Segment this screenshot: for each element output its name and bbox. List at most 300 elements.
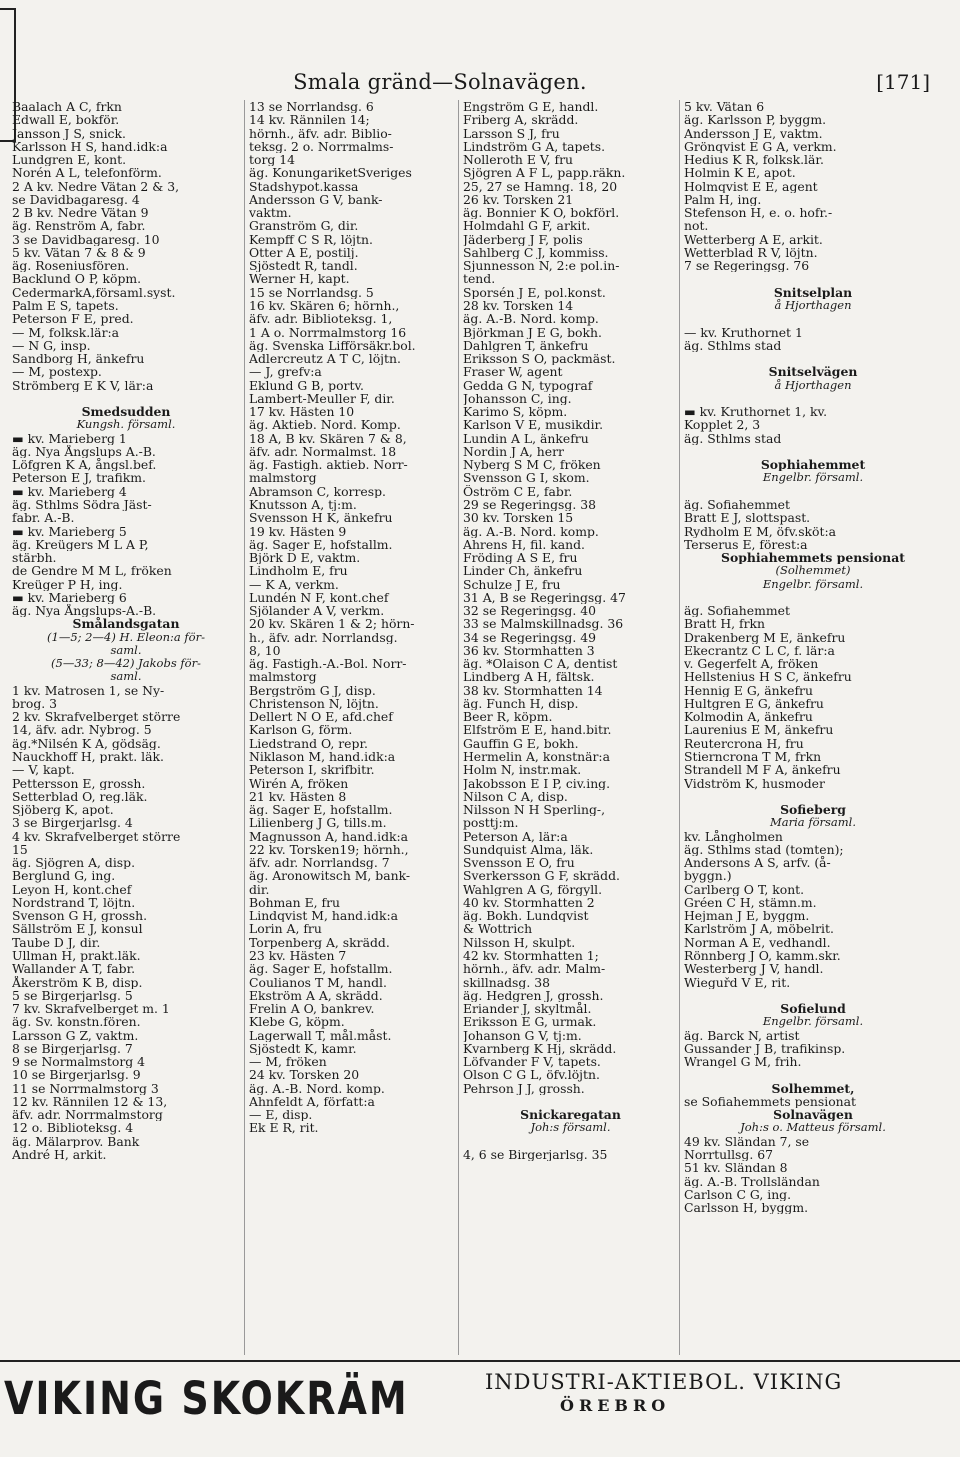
directory-entry: 14, äfv. adr. Nybrog. 5: [12, 723, 152, 737]
section-heading: Smedsudden: [81, 405, 171, 419]
directory-entry: Gréen C H, stämn.m.: [684, 895, 817, 910]
directory-entry: Fraser W, agent: [463, 365, 563, 379]
directory-entry: 36 kv. Stormhatten 3: [463, 643, 595, 658]
directory-entry: Abramson C, korresp.: [249, 484, 386, 498]
directory-entry: 4 kv. Skrafvelberget större: [12, 829, 181, 843]
directory-entry: Frelin A O, bankrev.: [249, 1002, 375, 1016]
section-heading: Snitselvägen: [768, 365, 858, 379]
directory-entry: Lundgren E, kont.: [12, 153, 127, 167]
directory-entry: Engström G E, handl.: [463, 100, 599, 114]
directory-entry: äg. Sager E, hofstallm.: [249, 803, 393, 817]
directory-entry: Johanson G V, tj:m.: [463, 1028, 582, 1042]
directory-entry: äg. Sager E, hofstallm.: [249, 962, 393, 976]
directory-entry: 3 se Davidbagaresg. 10: [12, 232, 160, 246]
directory-entry: äfv. adr. Biblioteksg. 1,: [249, 312, 393, 326]
directory-entry: Hennig E G, änkefru: [684, 683, 813, 697]
section-subheading: Engelbr. församl.: [762, 577, 864, 591]
section-subheading: Maria församl.: [770, 816, 856, 830]
directory-entry: hörnh., äfv. adr. Biblio-: [249, 126, 392, 140]
directory-entry: 5 kv. Vätan 6: [684, 100, 765, 114]
directory-entry: Linder Ch, änkefru: [463, 564, 583, 578]
directory-entry: Peterson F E, pred.: [12, 312, 134, 326]
directory-entry: Andersson J E, vaktm.: [684, 126, 823, 140]
directory-entry: Ekecrantz C L C, f. lär:a: [684, 643, 835, 658]
directory-entry: malmstorg: [249, 471, 317, 485]
directory-entry: äg. Funch H, disp.: [463, 696, 579, 711]
directory-entry: Carlson C G, ing.: [684, 1187, 792, 1202]
directory-entry: vaktm.: [249, 206, 292, 220]
directory-entry: Palm E S, tapets.: [12, 298, 119, 313]
directory-entry: Laurenius E M, änkefru: [684, 723, 834, 737]
directory-entry: Wahlgren A G, förgyll.: [463, 882, 603, 896]
directory-entry: Schulze J E, fru: [463, 577, 561, 591]
directory-entry: Olson C G L, öfv.löjtn.: [463, 1068, 600, 1082]
directory-entry: brog. 3: [12, 696, 58, 711]
directory-entry: 24 kv. Torsken 20: [249, 1068, 360, 1082]
directory-entry: v. Gegerfelt A, fröken: [684, 657, 819, 671]
section-subheading: å Hjorthagen: [774, 298, 852, 312]
directory-entry: Nordin J A, herr: [463, 444, 564, 459]
directory-entry: äg. Bonnier K O, bokförl.: [463, 206, 620, 220]
directory-entry: Bratt E J, slottspast.: [684, 511, 811, 525]
column-3: [458, 100, 678, 1355]
directory-entry: 51 kv. Sländan 8: [684, 1161, 788, 1175]
section-heading: Sofielund: [780, 1002, 846, 1016]
directory-entry: äg.*Nilsén K A, gödsäg.: [12, 736, 161, 751]
directory-entry: Larsson S J, fru: [463, 126, 560, 140]
directory-entry: Hejman J E, byggm.: [684, 909, 810, 923]
directory-entry: Jansson J S, snick.: [12, 126, 126, 140]
column-2: [244, 100, 457, 1355]
directory-entry: Nordstrand T, löjtn.: [12, 895, 136, 910]
directory-entry: Lindholm E, fru: [249, 564, 348, 578]
directory-entry: Wirén A, fröken: [249, 776, 349, 790]
directory-entry: 5 kv. Vätan 7 & 8 & 9: [12, 245, 146, 260]
directory-entry: Lundén N F, kont.chef: [249, 590, 389, 605]
directory-entry: hörnh., äfv. adr. Malm-: [463, 962, 606, 976]
directory-entry: Larsson G Z, vaktm.: [12, 1028, 139, 1042]
directory-entry: Taube D J, dir.: [12, 935, 101, 949]
directory-entry: ▬ kv. Marieberg 6: [12, 590, 127, 605]
directory-entry: ▬ kv. Kruthornet 1, kv.: [684, 405, 828, 419]
directory-entry: Bergström G J, disp.: [249, 683, 376, 697]
directory-entry: 25, 27 se Hamng. 18, 20: [463, 179, 618, 193]
directory-entry: stärbh.: [12, 551, 57, 565]
ad-company: INDUSTRI-AKTIEBOL. VIKING: [485, 1370, 843, 1394]
directory-entry: [684, 591, 942, 604]
section-heading: Solhemmet,: [771, 1081, 855, 1095]
directory-entry: Beer R, köpm.: [463, 710, 553, 724]
directory-entry: Åkerström K B, disp.: [12, 975, 143, 989]
directory-entry: Hedius K R, folksk.lär.: [684, 153, 824, 167]
directory-entry: Wieguřd V E, rit.: [684, 975, 791, 989]
directory-entry: äg. Sager E, hofstallm.: [249, 537, 393, 552]
directory-entry: h., äfv. adr. Norrlandsg.: [249, 630, 398, 644]
directory-entry: äg. Aktieb. Nord. Komp.: [249, 418, 401, 432]
section-heading: Smålandsgatan: [72, 617, 180, 631]
directory-entry: Elfström E E, hand.bitr.: [463, 723, 612, 737]
directory-entry: Nilson C A, disp.: [463, 789, 568, 804]
column-1: [12, 100, 240, 1355]
directory-entry: Bohman E, fru: [249, 895, 341, 910]
directory-entry: äg. Fastigh. aktieb. Norr-: [249, 458, 408, 472]
directory-entry: CedermarkA,församl.syst.: [12, 285, 176, 299]
directory-entry: Edwall E, bokför.: [12, 113, 120, 127]
directory-entry: — M, folksk.lär:a: [12, 325, 120, 339]
directory-entry: — M, fröken: [249, 1055, 327, 1069]
directory-entry: — J, grefv:a: [249, 365, 322, 379]
directory-entry: se Sofiahemmets pensionat: [684, 1094, 857, 1109]
directory-entry: Sandborg H, änkefru: [12, 352, 145, 366]
directory-entry: 7 se Regeringsg. 76: [684, 259, 810, 273]
directory-entry: 1 A o. Norrmalmstorg 16: [249, 325, 407, 339]
directory-entry: Liedstrand O, repr.: [249, 736, 368, 751]
directory-entry: not.: [684, 219, 709, 233]
section-subheading: (5—33; 8—42) Jakobs för-: [51, 657, 201, 671]
directory-entry: Lagerwall T, mål.måst.: [249, 1028, 392, 1042]
directory-entry: Svenson G H, grossh.: [12, 909, 148, 923]
page-header: [0, 70, 960, 98]
directory-entry: Sverkersson G F, skrädd.: [463, 869, 620, 883]
directory-entry: Kolmodin A, änkefru: [684, 710, 813, 724]
directory-entry: Gussander J B, trafikinsp.: [684, 1041, 846, 1056]
directory-entry: Hultgren E G, änkefru: [684, 696, 824, 711]
directory-entry: Lindström G A, tapets.: [463, 139, 606, 154]
section-heading: Sofieberg: [780, 803, 846, 817]
directory-entry: [463, 1095, 678, 1108]
directory-entry: äg. Sofiahemmet: [684, 604, 790, 618]
page-number: [171]: [876, 70, 930, 94]
directory-entry: 49 kv. Sländan 7, se: [684, 1134, 810, 1148]
directory-entry: äg. Sthlms stad (tomten);: [684, 842, 844, 857]
directory-entry: Karlson G, förm.: [249, 723, 353, 737]
directory-entry: Wallander A T, fabr.: [12, 962, 136, 976]
directory-entry: Kempff C S R, löjtn.: [249, 232, 373, 246]
directory-entry: Nyberg S M C, fröken: [463, 458, 601, 472]
directory-entry: 12 kv. Rännilen 12 & 13,: [12, 1094, 168, 1109]
directory-entry: 8 se Birgerjarlsg. 7: [12, 1041, 133, 1056]
directory-entry: Stierncrona T M, frkn: [684, 750, 822, 764]
directory-entry: 18 A, B kv. Skären 7 & 8,: [249, 431, 407, 445]
directory-entry: äg. Sv. konstn.fören.: [12, 1015, 141, 1029]
directory-entry: Johansson C, ing.: [463, 391, 572, 406]
directory-entry: äfv. adr. Norrmalmstorg: [12, 1108, 163, 1122]
directory-entry: de Gendre M M L, fröken: [12, 564, 172, 578]
directory-entry: se Davidbagaresg. 4: [12, 192, 140, 207]
directory-entry: Baalach A C, frkn: [12, 100, 122, 114]
directory-entry: äg. *Olaison C A, dentist: [463, 657, 618, 671]
directory-entry: Setterblad O, reg.läk.: [12, 789, 148, 804]
directory-entry: Andersons A S, arfv. (å-: [684, 856, 831, 870]
directory-entry: Terserus E, förest:a: [684, 537, 808, 552]
directory-entry: äg. Fastigh.-A.-Bol. Norr-: [249, 657, 407, 671]
directory-columns: [12, 100, 942, 1355]
directory-entry: 10 se Birgerjarlsg. 9: [12, 1068, 141, 1082]
directory-entry: Lindberg A H, fältsk.: [463, 670, 595, 684]
directory-entry: 38 kv. Stormhatten 14: [463, 683, 603, 697]
directory-entry: Ek E R, rit.: [249, 1121, 319, 1135]
directory-entry: Ahnfeldt A, författ:a: [249, 1094, 375, 1109]
page-title: Smala gränd—Solnavägen.: [293, 70, 587, 94]
section-subheading: Kungsh. församl.: [76, 418, 176, 432]
section-subheading: Engelbr. församl.: [762, 471, 864, 485]
directory-entry: 28 kv. Torsken 14: [463, 298, 574, 313]
directory-entry: Adlercreutz A T C, löjtn.: [249, 352, 401, 366]
directory-entry: [684, 272, 942, 285]
directory-entry: äg. Nya Ångslups A.-B.: [12, 444, 156, 459]
directory-entry: Magnusson A, hand.idk:a: [249, 829, 409, 843]
directory-entry: Holmdahl G F, arkit.: [463, 219, 591, 233]
directory-entry: fabr. A.-B.: [12, 511, 75, 525]
directory-entry: äg. Sthlms Södra Jäst-: [12, 497, 152, 512]
directory-entry: Björkman J E G, bokh.: [463, 325, 602, 339]
directory-entry: [684, 1068, 942, 1081]
directory-entry: ▬ kv. Marieberg 4: [12, 484, 127, 498]
directory-entry: Hermelin A, konstnär:a: [463, 750, 610, 764]
section-subheading: saml.: [110, 670, 142, 684]
directory-entry: Andersson G V, bank-: [249, 192, 383, 207]
directory-entry: 33 se Malmskillnadsg. 36: [463, 617, 624, 631]
directory-entry: Sjöstedt R, tandl.: [249, 259, 358, 273]
directory-entry: 42 kv. Stormhatten 1;: [463, 949, 599, 963]
directory-entry: teksg. 2 o. Norrmalms-: [249, 139, 394, 154]
directory-entry: Wetterberg A E, arkit.: [684, 232, 823, 246]
directory-entry: Lilienberg J G, tills.m.: [249, 816, 387, 830]
directory-entry: [684, 445, 942, 458]
directory-entry: Karlson V E, musikdir.: [463, 418, 604, 432]
directory-entry: — kv. Kruthornet 1: [684, 325, 803, 339]
directory-entry: Rydholm E M, öfv.sköt:a: [684, 524, 837, 538]
directory-entry: ▬ kv. Marieberg 1: [12, 431, 127, 445]
section-heading: Snickaregatan: [520, 1108, 621, 1122]
directory-entry: Sporsén J E, pol.konst.: [463, 285, 606, 299]
directory-entry: Holmqvist E E, agent: [684, 179, 818, 193]
directory-entry: 29 se Regeringsg. 38: [463, 497, 596, 512]
directory-entry: — E, disp.: [249, 1108, 313, 1122]
directory-entry: ▬ kv. Marieberg 5: [12, 524, 127, 538]
directory-entry: Hellstenius H S C, änkefru: [684, 670, 852, 684]
directory-entry: 17 kv. Hästen 10: [249, 405, 355, 419]
directory-entry: 9 se Normalmstorg 4: [12, 1055, 145, 1069]
directory-entry: 26 kv. Torsken 21: [463, 192, 574, 207]
directory-entry: Lindqvist M, hand.idk:a: [249, 909, 399, 923]
directory-entry: Sahlberg C J, kommiss.: [463, 245, 609, 260]
directory-entry: Granström G, dir.: [249, 219, 359, 233]
section-subheading: saml.: [110, 643, 142, 657]
directory-entry: 3 se Birgerjarlsg. 4: [12, 816, 133, 830]
directory-entry: Norman A E, vedhandl.: [684, 935, 831, 949]
directory-entry: tend.: [463, 272, 496, 286]
directory-entry: 40 kv. Stormhatten 2: [463, 895, 595, 910]
directory-entry: 4, 6 se Birgerjarlsg. 35: [463, 1147, 608, 1162]
directory-entry: [684, 989, 942, 1002]
directory-entry: Carlberg O T, kont.: [684, 882, 805, 896]
directory-entry: 7 kv. Skrafvelberget m. 1: [12, 1002, 170, 1016]
advertisement-footer: [0, 1360, 960, 1432]
directory-entry: Sjöberg K, apot.: [12, 803, 114, 817]
directory-entry: 20 kv. Skären 1 & 2; hörn-: [249, 617, 415, 631]
directory-entry: 16 kv. Skären 6; hörnh.,: [249, 298, 400, 313]
ad-city: ÖREBRO: [560, 1396, 671, 1415]
directory-entry: Nauckhoff H, prakt. läk.: [12, 750, 164, 764]
directory-entry: äfv. adr. Normalmst. 18: [249, 444, 397, 459]
directory-entry: Vidström K, husmoder: [684, 776, 825, 790]
directory-entry: Eriander J, skyltmål.: [463, 1002, 592, 1016]
directory-entry: Knutsson A, tj:m.: [249, 497, 357, 512]
directory-entry: 2 B kv. Nedre Vätan 9: [12, 206, 149, 220]
directory-entry: Svensson E O, fru: [463, 856, 575, 870]
directory-entry: 8, 10: [249, 643, 281, 658]
directory-entry: Stefenson H, e. o. hofr.-: [684, 206, 833, 220]
directory-entry: äg. Sthlms stad: [684, 431, 782, 445]
directory-entry: Friberg A, skrädd.: [463, 113, 579, 127]
directory-entry: äg. A.-B. Nord. komp.: [463, 524, 599, 538]
directory-entry: Kreüger P H, ing.: [12, 577, 123, 591]
directory-entry: Sjögren A F L, papp.räkn.: [463, 166, 626, 180]
directory-entry: Sällström E J, konsul: [12, 922, 143, 936]
directory-entry: Palm H, ing.: [684, 192, 762, 207]
directory-entry: Klebe G, köpm.: [249, 1015, 345, 1029]
directory-entry: Öström C E, fabr.: [463, 484, 573, 498]
directory-entry: — N G, insp.: [12, 338, 91, 353]
directory-entry: Norrtullsg. 67: [684, 1147, 773, 1162]
directory-entry: Karlström J A, möbelrit.: [684, 922, 834, 936]
directory-entry: äg. KonungariketSveriges: [249, 166, 412, 180]
directory-entry: äg. Roseniusfören.: [12, 259, 130, 273]
directory-entry: [684, 485, 942, 498]
directory-entry: äg. Hedgren J, grossh.: [463, 988, 604, 1003]
directory-entry: äg. A.-B. Nord. komp.: [463, 312, 599, 326]
directory-entry: Nolleroth E V, fru: [463, 153, 573, 167]
directory-entry: äfv. adr. Norrlandsg. 7: [249, 856, 390, 870]
directory-entry: Eklund G B, portv.: [249, 378, 364, 392]
directory-entry: Kopplet 2, 3: [684, 418, 761, 432]
directory-entry: 15: [12, 842, 28, 857]
directory-entry: Otter A E, postilj.: [249, 245, 359, 260]
section-subheading: å Hjorthagen: [774, 378, 852, 392]
directory-entry: äg. Nya Ångslups-A.-B.: [12, 604, 157, 618]
directory-entry: skillnadsg. 38: [463, 975, 550, 989]
directory-entry: Sjölander A V, verkm.: [249, 604, 385, 618]
directory-entry: Kvarnberg K Hj, skrädd.: [463, 1041, 617, 1056]
directory-entry: Sundquist Alma, läk.: [463, 842, 594, 857]
section-subheading: (1—5; 2—4) H. Eleon:a för-: [47, 630, 205, 644]
directory-entry: Berglund G, ing.: [12, 869, 116, 883]
directory-entry: äg. Kreügers M L A P,: [12, 537, 149, 552]
directory-entry: 15 se Norrlandsg. 5: [249, 285, 374, 299]
directory-entry: Holmin K E, apot.: [684, 166, 796, 180]
directory-entry: Niklason M, hand.idk:a: [249, 750, 396, 764]
directory-entry: äg. Aronowitsch M, bank-: [249, 869, 411, 883]
directory-entry: 2 A kv. Nedre Vätan 2 & 3,: [12, 179, 180, 193]
directory-entry: Löfgren K A, ångsl.bef.: [12, 458, 157, 472]
directory-entry: Ekström A A, skrädd.: [249, 988, 383, 1003]
directory-entry: [463, 1135, 678, 1148]
directory-entry: Svensson G I, skom.: [463, 471, 590, 485]
directory-entry: Ahrens H, fil. kand.: [463, 537, 585, 552]
directory-entry: Carlsson H, byggm.: [684, 1201, 809, 1215]
directory-entry: torg 14: [249, 153, 295, 167]
directory-entry: äg. Sjögren A, disp.: [12, 856, 136, 870]
directory-entry: 30 kv. Torsken 15: [463, 511, 574, 525]
directory-entry: 21 kv. Hästen 8: [249, 789, 347, 804]
directory-entry: Eriksson S O, packmäst.: [463, 352, 616, 366]
directory-entry: & Wottrich: [463, 922, 533, 936]
directory-entry: — K A, verkm.: [249, 577, 339, 591]
directory-entry: Svensson H K, änkefru: [249, 511, 393, 525]
directory-entry: — M, postexp.: [12, 365, 102, 379]
directory-entry: 5 se Birgerjarlsg. 5: [12, 988, 133, 1003]
directory-entry: Backlund O P, köpm.: [12, 272, 142, 286]
section-heading: Sophiahemmets pensionat: [721, 551, 905, 565]
directory-entry: [12, 392, 240, 405]
section-subheading: Joh:s församl.: [530, 1121, 611, 1135]
section-heading: Sophiahemmet: [760, 458, 866, 472]
directory-entry: Werner H, kapt.: [249, 272, 350, 286]
directory-entry: kv. Långholmen: [684, 829, 783, 843]
directory-entry: 34 se Regeringsg. 49: [463, 630, 596, 644]
directory-entry: Dellert N O E, afd.chef: [249, 710, 393, 724]
directory-entry: dir.: [249, 882, 270, 896]
directory-entry: äg. Barck N, artist: [684, 1028, 800, 1042]
directory-entry: Strandell M F A, änkefru: [684, 763, 841, 777]
directory-entry: äg. Renström A, fabr.: [12, 219, 146, 233]
directory-entry: Leyon H, kont.chef: [12, 882, 132, 896]
directory-entry: Jakobsson E I P, civ.ing.: [463, 776, 611, 790]
directory-entry: Sjunnesson N, 2:e pol.in-: [463, 259, 620, 273]
directory-entry: Löfvander F V, tapets.: [463, 1055, 601, 1069]
directory-entry: Karlsson H S, hand.idk:a: [12, 139, 168, 154]
directory-entry: äg. Karlsson P, byggm.: [684, 113, 827, 127]
directory-entry: äg. Mälarprov. Bank: [12, 1134, 140, 1148]
directory-entry: [684, 392, 942, 405]
directory-entry: 13 se Norrlandsg. 6: [249, 100, 374, 114]
directory-entry: Coulianos T M, handl.: [249, 975, 387, 989]
directory-entry: Peterson E J, trafikm.: [12, 471, 146, 485]
directory-entry: Pettersson E, grossh.: [12, 776, 146, 790]
directory-entry: Norén A L, telefonförm.: [12, 166, 162, 180]
directory-entry: Fröding A S E, fru: [463, 551, 578, 565]
directory-entry: Björk D E, vaktm.: [249, 551, 361, 565]
directory-entry: posttj:m.: [463, 816, 519, 830]
directory-entry: Dahlgren T, änkefru: [463, 338, 589, 353]
directory-entry: byggn.): [684, 869, 732, 883]
directory-entry: malmstorg: [249, 670, 317, 684]
directory-entry: Grönqvist E G A, verkm.: [684, 139, 837, 154]
directory-entry: 23 kv. Hästen 7: [249, 949, 347, 963]
directory-entry: äg. Sofiahemmet: [684, 497, 790, 512]
directory-entry: Torpenberg A, skrädd.: [249, 935, 390, 949]
directory-entry: Peterson A, lär:a: [463, 829, 568, 843]
directory-entry: Bratt H, frkn: [684, 617, 765, 631]
section-heading: Solnavägen: [773, 1108, 853, 1122]
directory-entry: 32 se Regeringsg. 40: [463, 604, 596, 618]
section-subheading: Engelbr. församl.: [762, 1015, 864, 1029]
directory-entry: Drakenberg M E, änkefru: [684, 630, 846, 644]
directory-entry: Sjöstedt K, kamr.: [249, 1041, 357, 1056]
directory-entry: Lorin A, fru: [249, 922, 322, 936]
directory-entry: Nilsson H, skulpt.: [463, 935, 576, 949]
directory-entry: 14 kv. Rännilen 14;: [249, 113, 370, 127]
directory-entry: Wetterblad R V, löjtn.: [684, 245, 818, 260]
column-4: [679, 100, 942, 1355]
directory-entry: äg. Sthlms stad: [684, 338, 782, 353]
directory-entry: [684, 312, 942, 325]
directory-entry: äg. A.-B. Trollsländan: [684, 1174, 820, 1188]
directory-entry: Gauffin G E, bokh.: [463, 736, 579, 751]
section-subheading: Joh:s o. Matteus församl.: [740, 1121, 886, 1135]
directory-entry: [684, 352, 942, 365]
